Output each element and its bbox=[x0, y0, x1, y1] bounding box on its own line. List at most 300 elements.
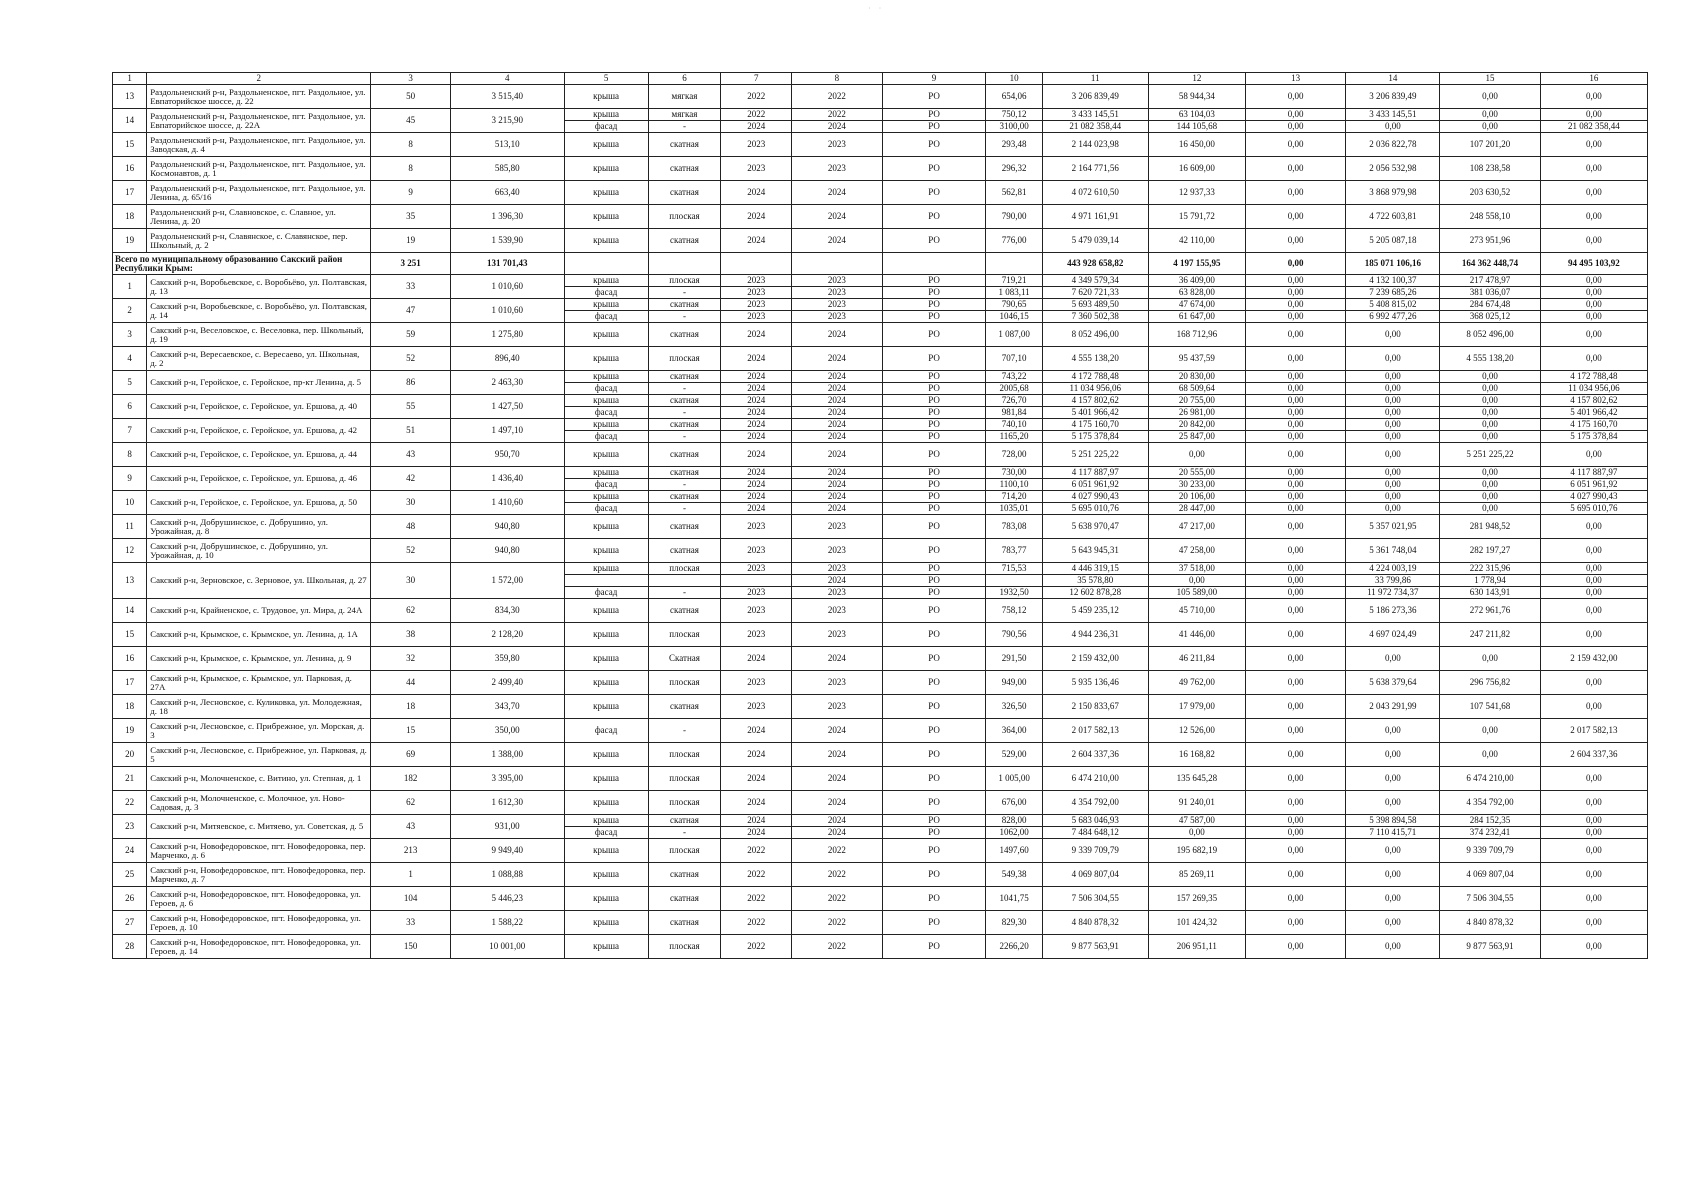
plan-year-cell: 2024 bbox=[721, 407, 792, 419]
plan-year-cell: 2023 bbox=[721, 311, 792, 323]
local-budget-cell: 0,00 bbox=[1440, 479, 1540, 491]
work-year-cell: 2024 bbox=[792, 815, 883, 827]
owners-funds-cell: 0,00 bbox=[1540, 671, 1647, 695]
table-row bbox=[113, 839, 1648, 863]
area-cell: 1100,10 bbox=[986, 479, 1042, 491]
work-year-cell: 2023 bbox=[792, 539, 883, 563]
table-row bbox=[113, 467, 1648, 479]
element-type-cell: фасад bbox=[564, 311, 648, 323]
building-area-cell: 1 497,10 bbox=[450, 419, 564, 443]
local-budget-cell: 630 143,91 bbox=[1440, 587, 1540, 599]
executor-cell: РО bbox=[882, 229, 986, 253]
address-cell: Сакский р-н, Добрушинское, с. Добрушино, ул. Урожайная, д. 10 bbox=[147, 539, 371, 563]
fund-budget-cell: 0,00 bbox=[1245, 815, 1345, 827]
roof-type-cell: плоская bbox=[648, 205, 721, 229]
total-cost-cell: 5 251 225,22 bbox=[1042, 443, 1148, 467]
roof-type-cell: - bbox=[648, 287, 721, 299]
total-cost-cell: 4 157 802,62 bbox=[1042, 395, 1148, 407]
local-budget-cell: 9 877 563,91 bbox=[1440, 935, 1540, 959]
executor-cell: РО bbox=[882, 515, 986, 539]
local-budget-cell: 0,00 bbox=[1440, 503, 1540, 515]
owners-funds-cell: 5 401 966,42 bbox=[1540, 407, 1647, 419]
executor-cell: РО bbox=[882, 911, 986, 935]
table-row bbox=[113, 743, 1648, 767]
total-cost-cell: 7 484 648,12 bbox=[1042, 827, 1148, 839]
element-type-cell: фасад bbox=[564, 587, 648, 599]
owners-funds-cell: 0,00 bbox=[1540, 347, 1647, 371]
building-area-cell: 1 088,88 bbox=[450, 863, 564, 887]
document-page bbox=[112, 72, 1648, 959]
roof-type-cell: скатная bbox=[648, 443, 721, 467]
residents-cell: 55 bbox=[371, 395, 451, 419]
table-row bbox=[113, 133, 1648, 157]
area-cell: 750,12 bbox=[986, 109, 1042, 121]
table-row bbox=[113, 647, 1648, 671]
address-cell: Сакский р-н, Молочненское, с. Витино, ул. Степная, д. 1 bbox=[147, 767, 371, 791]
building-area-cell: 940,80 bbox=[450, 515, 564, 539]
regional-budget-cell: 0,00 bbox=[1346, 503, 1440, 515]
fund-budget-cell: 0,00 bbox=[1245, 827, 1345, 839]
row-number-cell: 24 bbox=[113, 839, 147, 863]
table-row bbox=[113, 419, 1648, 431]
plan-year-cell: 2024 bbox=[721, 419, 792, 431]
roof-type-cell: - bbox=[648, 383, 721, 395]
roof-type-cell: плоская bbox=[648, 563, 721, 575]
plan-year-cell: 2024 bbox=[721, 395, 792, 407]
municipal-total-row bbox=[113, 253, 1648, 275]
cost-per-unit-cell: 63 104,03 bbox=[1148, 109, 1245, 121]
roof-type-cell: - bbox=[648, 719, 721, 743]
work-year-cell: 2024 bbox=[792, 491, 883, 503]
owners-funds-cell: 0,00 bbox=[1540, 599, 1647, 623]
total-cost-cell: 5 479 039,14 bbox=[1042, 229, 1148, 253]
column-number-header: 10 bbox=[986, 73, 1042, 85]
roof-type-cell bbox=[648, 575, 721, 587]
residents-cell: 62 bbox=[371, 599, 451, 623]
work-year-cell: 2023 bbox=[792, 157, 883, 181]
roof-type-cell: скатная bbox=[648, 133, 721, 157]
fund-budget-cell: 0,00 bbox=[1245, 347, 1345, 371]
owners-funds-cell: 0,00 bbox=[1540, 323, 1647, 347]
residents-cell: 62 bbox=[371, 791, 451, 815]
address-cell: Сакский р-н, Геройское, с. Геройское, ул. Ершова, д. 44 bbox=[147, 443, 371, 467]
owners-funds-cell: 0,00 bbox=[1540, 767, 1647, 791]
address-cell: Сакский р-н, Крымское, с. Крымское, ул. Ленина, д. 9 bbox=[147, 647, 371, 671]
fund-budget-cell: 0,00 bbox=[1245, 767, 1345, 791]
work-year-cell: 2024 bbox=[792, 323, 883, 347]
building-area-cell: 1 388,00 bbox=[450, 743, 564, 767]
work-year-cell: 2023 bbox=[792, 311, 883, 323]
cost-per-unit-cell: 16 450,00 bbox=[1148, 133, 1245, 157]
work-year-cell: 2022 bbox=[792, 887, 883, 911]
building-area-cell: 931,00 bbox=[450, 815, 564, 839]
owners-funds-cell: 0,00 bbox=[1540, 205, 1647, 229]
local-budget-cell: 9 339 709,79 bbox=[1440, 839, 1540, 863]
executor-cell: РО bbox=[882, 935, 986, 959]
area-cell: 296,32 bbox=[986, 157, 1042, 181]
fund-budget-cell: 0,00 bbox=[1245, 133, 1345, 157]
executor-cell: РО bbox=[882, 743, 986, 767]
roof-type-cell: мягкая bbox=[648, 85, 721, 109]
column-number-header: 14 bbox=[1346, 73, 1440, 85]
total-cost-cell: 4 175 160,70 bbox=[1042, 419, 1148, 431]
plan-year-cell: 2024 bbox=[721, 323, 792, 347]
row-number-cell: 7 bbox=[113, 419, 147, 443]
total-cost-cell: 2 604 337,36 bbox=[1042, 743, 1148, 767]
owners-funds-cell: 0,00 bbox=[1540, 887, 1647, 911]
row-number-cell: 19 bbox=[113, 229, 147, 253]
area-cell: 1 005,00 bbox=[986, 767, 1042, 791]
regional-budget-cell: 3 868 979,98 bbox=[1346, 181, 1440, 205]
element-type-cell: крыша bbox=[564, 109, 648, 121]
table-row bbox=[113, 323, 1648, 347]
cost-per-unit-cell: 16 609,00 bbox=[1148, 157, 1245, 181]
plan-year-cell: 2024 bbox=[721, 181, 792, 205]
residents-cell: 59 bbox=[371, 323, 451, 347]
local-budget-cell: 4 840 878,32 bbox=[1440, 911, 1540, 935]
fund-budget-cell: 0,00 bbox=[1245, 85, 1345, 109]
row-number-cell: 12 bbox=[113, 539, 147, 563]
residents-cell: 19 bbox=[371, 229, 451, 253]
total-cost-cell: 4 027 990,43 bbox=[1042, 491, 1148, 503]
executor-cell: РО bbox=[882, 815, 986, 827]
row-number-cell: 18 bbox=[113, 205, 147, 229]
table-row bbox=[113, 157, 1648, 181]
work-year-cell: 2022 bbox=[792, 839, 883, 863]
total-cost-cell: 8 052 496,00 bbox=[1042, 323, 1148, 347]
executor-cell: РО bbox=[882, 109, 986, 121]
local-budget-cell: 107 201,20 bbox=[1440, 133, 1540, 157]
table-row bbox=[113, 767, 1648, 791]
local-budget-cell: 6 474 210,00 bbox=[1440, 767, 1540, 791]
roof-type-cell: Скатная bbox=[648, 647, 721, 671]
executor-cell: РО bbox=[882, 695, 986, 719]
row-number-cell: 5 bbox=[113, 371, 147, 395]
address-cell: Сакский р-н, Воробьевское, с. Воробьёво, ул. Полтавская, д. 13 bbox=[147, 275, 371, 299]
roof-type-cell: скатная bbox=[648, 863, 721, 887]
executor-cell: РО bbox=[882, 275, 986, 287]
roof-type-cell: - bbox=[648, 407, 721, 419]
row-number-cell: 26 bbox=[113, 887, 147, 911]
element-type-cell: крыша bbox=[564, 839, 648, 863]
regional-budget-cell: 0,00 bbox=[1346, 347, 1440, 371]
plan-year-cell: 2022 bbox=[721, 109, 792, 121]
address-cell: Сакский р-н, Крайненское, с. Трудовое, ул. Мира, д. 24А bbox=[147, 599, 371, 623]
fund-budget-cell: 0,00 bbox=[1245, 599, 1345, 623]
total-cost-cell: 5 643 945,31 bbox=[1042, 539, 1148, 563]
work-year-cell: 2023 bbox=[792, 563, 883, 575]
area-cell: 654,06 bbox=[986, 85, 1042, 109]
element-type-cell: фасад bbox=[564, 431, 648, 443]
page-scan-marks: · · bbox=[868, 4, 885, 13]
owners-funds-cell: 2 017 582,13 bbox=[1540, 719, 1647, 743]
total-cost-cell: 21 082 358,44 bbox=[1042, 121, 1148, 133]
element-type-cell: крыша bbox=[564, 347, 648, 371]
area-cell: 676,00 bbox=[986, 791, 1042, 815]
column-number-header: 9 bbox=[882, 73, 986, 85]
regional-budget-cell: 0,00 bbox=[1346, 479, 1440, 491]
total-cost-cell: 4 944 236,31 bbox=[1042, 623, 1148, 647]
address-cell: Сакский р-н, Новофедоровское, пгт. Новофедоровка, ул. Героев, д. 6 bbox=[147, 887, 371, 911]
element-type-cell: крыша bbox=[564, 515, 648, 539]
roof-type-cell: скатная bbox=[648, 395, 721, 407]
roof-type-cell: - bbox=[648, 431, 721, 443]
fund-budget-cell: 0,00 bbox=[1245, 791, 1345, 815]
residents-cell: 52 bbox=[371, 539, 451, 563]
regional-budget-cell: 3 206 839,49 bbox=[1346, 85, 1440, 109]
owners-funds-cell: 0,00 bbox=[1540, 539, 1647, 563]
total-cost-cell: 2 164 771,56 bbox=[1042, 157, 1148, 181]
cost-per-unit-cell: 46 211,84 bbox=[1148, 647, 1245, 671]
regional-budget-cell: 2 043 291,99 bbox=[1346, 695, 1440, 719]
owners-funds-cell: 0,00 bbox=[1540, 791, 1647, 815]
cost-per-unit-cell: 47 674,00 bbox=[1148, 299, 1245, 311]
element-type-cell: фасад bbox=[564, 827, 648, 839]
executor-cell: РО bbox=[882, 371, 986, 383]
building-area-cell: 359,80 bbox=[450, 647, 564, 671]
plan-year-cell bbox=[721, 575, 792, 587]
fund-budget-cell: 0,00 bbox=[1245, 121, 1345, 133]
table-row bbox=[113, 347, 1648, 371]
roof-type-cell: скатная bbox=[648, 181, 721, 205]
element-type-cell: фасад bbox=[564, 383, 648, 395]
residents-cell: 43 bbox=[371, 815, 451, 839]
total-cost-cell: 6 051 961,92 bbox=[1042, 479, 1148, 491]
total-cost-cell: 2 144 023,98 bbox=[1042, 133, 1148, 157]
cost-per-unit-cell: 20 842,00 bbox=[1148, 419, 1245, 431]
executor-cell: РО bbox=[882, 323, 986, 347]
area-cell: 776,00 bbox=[986, 229, 1042, 253]
owners-funds-cell: 0,00 bbox=[1540, 299, 1647, 311]
column-number-header: 12 bbox=[1148, 73, 1245, 85]
building-area-cell: 1 612,30 bbox=[450, 791, 564, 815]
local-budget-cell: 296 756,82 bbox=[1440, 671, 1540, 695]
roof-type-cell: скатная bbox=[648, 695, 721, 719]
row-number-cell: 8 bbox=[113, 443, 147, 467]
local-budget-cell: 5 251 225,22 bbox=[1440, 443, 1540, 467]
address-cell: Сакский р-н, Крымское, с. Крымское, ул. Ленина, д. 1А bbox=[147, 623, 371, 647]
owners-funds-cell: 0,00 bbox=[1540, 287, 1647, 299]
column-number-header: 8 bbox=[792, 73, 883, 85]
element-type-cell: крыша bbox=[564, 181, 648, 205]
column-number-header: 16 bbox=[1540, 73, 1647, 85]
work-year-cell: 2024 bbox=[792, 181, 883, 205]
regional-budget-cell: 4 224 003,19 bbox=[1346, 563, 1440, 575]
building-area-cell: 3 515,40 bbox=[450, 85, 564, 109]
fund-budget-cell: 0,00 bbox=[1245, 563, 1345, 575]
work-year-cell: 2022 bbox=[792, 935, 883, 959]
work-year-cell: 2024 bbox=[792, 419, 883, 431]
table-body bbox=[113, 73, 1648, 959]
area-cell: 326,50 bbox=[986, 695, 1042, 719]
column-number-header: 2 bbox=[147, 73, 371, 85]
building-area-cell: 513,10 bbox=[450, 133, 564, 157]
work-year-cell: 2024 bbox=[792, 467, 883, 479]
cost-per-unit-cell: 0,00 bbox=[1148, 827, 1245, 839]
executor-cell: РО bbox=[882, 647, 986, 671]
regional-budget-cell: 7 239 685,26 bbox=[1346, 287, 1440, 299]
row-number-cell: 6 bbox=[113, 395, 147, 419]
area-cell: 1 083,11 bbox=[986, 287, 1042, 299]
plan-year-cell: 2023 bbox=[721, 275, 792, 287]
element-type-cell: крыша bbox=[564, 539, 648, 563]
empty-cell bbox=[986, 253, 1042, 275]
plan-year-cell: 2024 bbox=[721, 205, 792, 229]
work-year-cell: 2024 bbox=[792, 121, 883, 133]
address-cell: Сакский р-н, Новофедоровское, пгт. Новофедоровка, ул. Героев, д. 10 bbox=[147, 911, 371, 935]
address-cell: Сакский р-н, Веселовское, с. Веселовка, пер. Школьный, д. 19 bbox=[147, 323, 371, 347]
fund-budget-cell: 0,00 bbox=[1245, 323, 1345, 347]
building-area-cell: 2 499,40 bbox=[450, 671, 564, 695]
executor-cell: РО bbox=[882, 563, 986, 575]
residents-cell: 213 bbox=[371, 839, 451, 863]
roof-type-cell: - bbox=[648, 311, 721, 323]
cost-per-unit-cell: 0,00 bbox=[1148, 443, 1245, 467]
element-type-cell: крыша bbox=[564, 863, 648, 887]
residents-cell: 48 bbox=[371, 515, 451, 539]
fund-budget-cell: 0,00 bbox=[1245, 587, 1345, 599]
work-year-cell: 2024 bbox=[792, 443, 883, 467]
plan-year-cell: 2023 bbox=[721, 539, 792, 563]
fund-budget-cell: 0,00 bbox=[1245, 671, 1345, 695]
total-cost-cell: 5 175 378,84 bbox=[1042, 431, 1148, 443]
executor-cell: РО bbox=[882, 791, 986, 815]
element-type-cell: крыша bbox=[564, 205, 648, 229]
area-cell: 364,00 bbox=[986, 719, 1042, 743]
regional-budget-cell: 7 110 415,71 bbox=[1346, 827, 1440, 839]
plan-year-cell: 2022 bbox=[721, 863, 792, 887]
regional-budget-cell: 3 433 145,51 bbox=[1346, 109, 1440, 121]
cost-per-unit-cell: 85 269,11 bbox=[1148, 863, 1245, 887]
cost-per-unit-cell: 45 710,00 bbox=[1148, 599, 1245, 623]
local-budget-cell: 0,00 bbox=[1440, 743, 1540, 767]
fund-budget-cell: 0,00 bbox=[1245, 479, 1345, 491]
roof-type-cell: плоская bbox=[648, 275, 721, 287]
plan-year-cell: 2024 bbox=[721, 371, 792, 383]
element-type-cell: крыша bbox=[564, 229, 648, 253]
element-type-cell: крыша bbox=[564, 911, 648, 935]
area-cell: 291,50 bbox=[986, 647, 1042, 671]
total-cost-cell: 2 159 432,00 bbox=[1042, 647, 1148, 671]
address-cell: Сакский р-н, Геройское, с. Геройское, ул. Ершова, д. 40 bbox=[147, 395, 371, 419]
total-cost-per-unit-cell: 4 197 155,95 bbox=[1148, 253, 1245, 275]
local-budget-cell: 8 052 496,00 bbox=[1440, 323, 1540, 347]
roof-type-cell: - bbox=[648, 479, 721, 491]
residents-cell: 43 bbox=[371, 443, 451, 467]
row-number-cell: 18 bbox=[113, 695, 147, 719]
work-year-cell: 2023 bbox=[792, 695, 883, 719]
row-number-cell: 14 bbox=[113, 599, 147, 623]
area-cell: 1 087,00 bbox=[986, 323, 1042, 347]
table-row bbox=[113, 887, 1648, 911]
work-year-cell: 2023 bbox=[792, 671, 883, 695]
table-row bbox=[113, 443, 1648, 467]
regional-budget-cell: 0,00 bbox=[1346, 443, 1440, 467]
regional-budget-cell: 5 361 748,04 bbox=[1346, 539, 1440, 563]
residents-cell: 8 bbox=[371, 133, 451, 157]
owners-funds-cell: 0,00 bbox=[1540, 229, 1647, 253]
element-type-cell: крыша bbox=[564, 275, 648, 287]
row-number-cell: 22 bbox=[113, 791, 147, 815]
regional-budget-cell: 0,00 bbox=[1346, 491, 1440, 503]
executor-cell: РО bbox=[882, 587, 986, 599]
owners-funds-cell: 0,00 bbox=[1540, 157, 1647, 181]
work-year-cell: 2022 bbox=[792, 911, 883, 935]
residents-cell: 30 bbox=[371, 491, 451, 515]
owners-funds-cell: 0,00 bbox=[1540, 563, 1647, 575]
owners-funds-cell: 0,00 bbox=[1540, 443, 1647, 467]
owners-funds-cell: 0,00 bbox=[1540, 575, 1647, 587]
plan-year-cell: 2024 bbox=[721, 443, 792, 467]
total-label-cell: Всего по муниципальному образованию Сакский район Республики Крым: bbox=[113, 253, 371, 275]
area-cell: 1932,50 bbox=[986, 587, 1042, 599]
area-cell: 981,84 bbox=[986, 407, 1042, 419]
total-cost-cell: 7 620 721,33 bbox=[1042, 287, 1148, 299]
cost-per-unit-cell: 20 555,00 bbox=[1148, 467, 1245, 479]
regional-budget-cell: 5 357 021,95 bbox=[1346, 515, 1440, 539]
fund-budget-cell: 0,00 bbox=[1245, 275, 1345, 287]
regional-budget-cell: 5 408 815,02 bbox=[1346, 299, 1440, 311]
element-type-cell: фасад bbox=[564, 479, 648, 491]
fund-budget-cell: 0,00 bbox=[1245, 371, 1345, 383]
building-area-cell: 1 539,90 bbox=[450, 229, 564, 253]
total-fund-budget-cell: 0,00 bbox=[1245, 253, 1345, 275]
area-cell: 1497,60 bbox=[986, 839, 1042, 863]
plan-year-cell: 2023 bbox=[721, 515, 792, 539]
fund-budget-cell: 0,00 bbox=[1245, 395, 1345, 407]
total-regional-budget-cell: 185 071 106,16 bbox=[1346, 253, 1440, 275]
executor-cell: РО bbox=[882, 467, 986, 479]
owners-funds-cell: 0,00 bbox=[1540, 815, 1647, 827]
regional-budget-cell: 5 398 894,58 bbox=[1346, 815, 1440, 827]
area-cell: 2005,68 bbox=[986, 383, 1042, 395]
work-year-cell: 2023 bbox=[792, 275, 883, 287]
building-area-cell: 1 396,30 bbox=[450, 205, 564, 229]
plan-year-cell: 2023 bbox=[721, 299, 792, 311]
residents-cell: 33 bbox=[371, 911, 451, 935]
work-year-cell: 2024 bbox=[792, 791, 883, 815]
local-budget-cell: 0,00 bbox=[1440, 395, 1540, 407]
column-number-header: 13 bbox=[1245, 73, 1345, 85]
element-type-cell: крыша bbox=[564, 743, 648, 767]
row-number-cell: 2 bbox=[113, 299, 147, 323]
executor-cell: РО bbox=[882, 491, 986, 503]
executor-cell: РО bbox=[882, 887, 986, 911]
work-year-cell: 2022 bbox=[792, 85, 883, 109]
regional-budget-cell: 0,00 bbox=[1346, 407, 1440, 419]
local-budget-cell: 284 152,35 bbox=[1440, 815, 1540, 827]
total-cost-cell: 4 446 319,15 bbox=[1042, 563, 1148, 575]
roof-type-cell: плоская bbox=[648, 623, 721, 647]
work-year-cell: 2024 bbox=[792, 575, 883, 587]
area-cell: 2266,20 bbox=[986, 935, 1042, 959]
element-type-cell: крыша bbox=[564, 371, 648, 383]
regional-budget-cell: 0,00 bbox=[1346, 863, 1440, 887]
fund-budget-cell: 0,00 bbox=[1245, 935, 1345, 959]
row-number-cell: 9 bbox=[113, 467, 147, 491]
building-area-cell: 1 572,00 bbox=[450, 563, 564, 599]
residents-cell: 150 bbox=[371, 935, 451, 959]
owners-funds-cell: 4 157 802,62 bbox=[1540, 395, 1647, 407]
area-cell: 728,00 bbox=[986, 443, 1042, 467]
residents-cell: 104 bbox=[371, 887, 451, 911]
plan-year-cell: 2023 bbox=[721, 587, 792, 599]
local-budget-cell: 273 951,96 bbox=[1440, 229, 1540, 253]
cost-per-unit-cell: 58 944,34 bbox=[1148, 85, 1245, 109]
total-cost-cell: 4 172 788,48 bbox=[1042, 371, 1148, 383]
executor-cell: РО bbox=[882, 205, 986, 229]
plan-year-cell: 2024 bbox=[721, 347, 792, 371]
